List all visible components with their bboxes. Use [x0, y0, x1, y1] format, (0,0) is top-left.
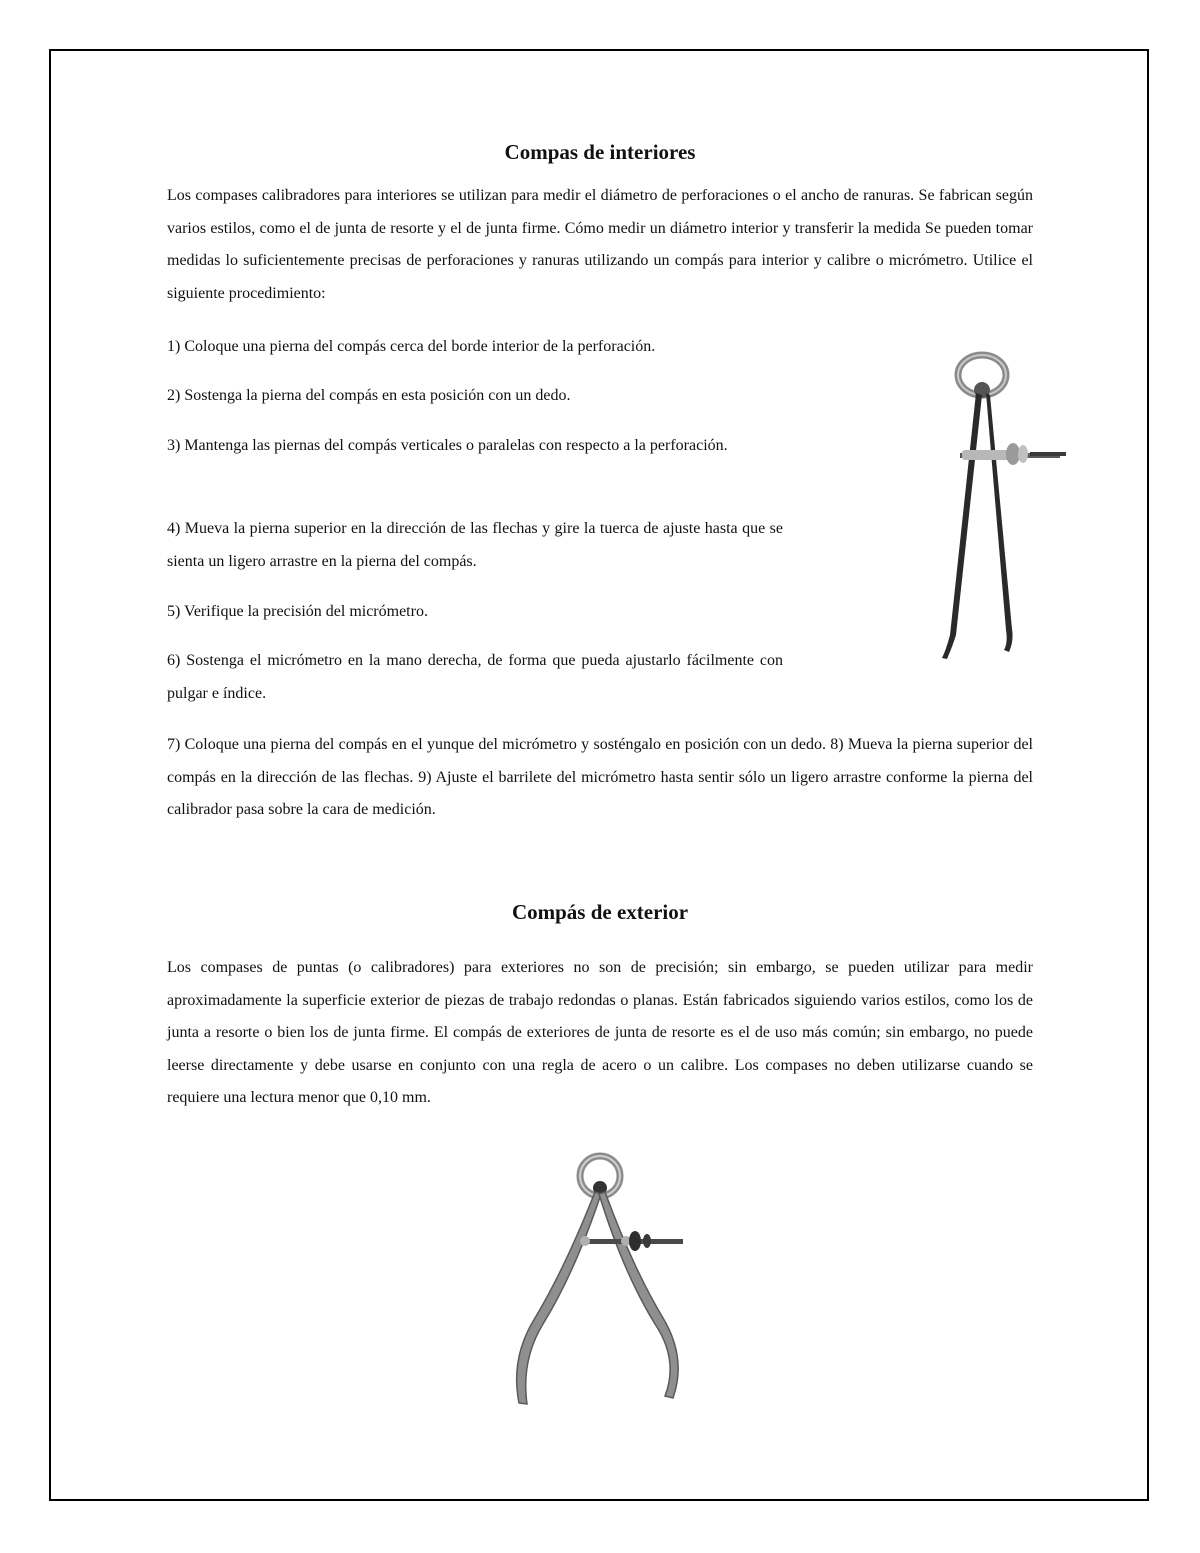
step-5: 5) Verifique la precisión del micrómetro.	[167, 603, 428, 620]
step-4: 4) Mueva la pierna superior en la dirección de las flechas y gire la tuerca de ajuste hasta que se sienta un ligero arrastre en la pierna del compás.	[167, 520, 783, 570]
inside-caliper-icon	[920, 345, 1070, 665]
exterior-paragraph: Los compases de puntas (o calibradores) para exteriores no son de precisión; sin embargo, se pueden utilizar para medir aproximadamente la superficie exterior de piezas de trabajo redondas o planas. Están fabricados siguiendo varios estilos, como los de junta a resorte o bien los de junta firme. El compás de exteriores de junta de resorte es el de uso más común; sin embargo, no puede leerse directamente y debe usarse en conjunto con una regla de acero o un calibre. Los compases no deben utilizarse cuando se requiere una lectura menor que 0,10 mm.	[167, 959, 1033, 1106]
section-title-interiores: Compas de interiores	[504, 140, 696, 164]
outside-caliper-icon	[505, 1148, 695, 1410]
step-2: 2) Sostenga la pierna del compás en esta posición con un dedo.	[167, 387, 571, 404]
step-3: 3) Mantenga las piernas del compás verticales o paralelas con respecto a la perforación.	[167, 437, 728, 454]
section-title-exterior: Compás de exterior	[511, 900, 689, 924]
step-1: 1) Coloque una pierna del compás cerca del borde interior de la perforación.	[167, 338, 656, 355]
intro-paragraph: Los compases calibradores para interiores se utilizan para medir el diámetro de perforaciones o el ancho de ranuras. Se fabrican según varios estilos, como el de junta de resorte y el de junta firme. Cómo medir un diámetro interior y transferir la medida Se pueden tomar medidas lo suficientemente precisas de perforaciones y ranuras utilizando un compás para interior y calibre o micrómetro. Utilice el siguiente procedimiento:	[167, 187, 1033, 302]
closing-paragraph: 7) Coloque una pierna del compás en el yunque del micrómetro y sosténgalo en posición con un dedo. 8) Mueva la pierna superior del compás en la dirección de las flechas. 9) Ajuste el barrilete del micrómetro hasta sentir sólo un ligero arrastre conforme la pierna del calibrador pasa sobre la cara de medición.	[167, 736, 1033, 818]
step-6: 6) Sostenga el micrómetro en la mano derecha, de forma que pueda ajustarlo fácilmente con pulgar e índice.	[167, 652, 783, 702]
